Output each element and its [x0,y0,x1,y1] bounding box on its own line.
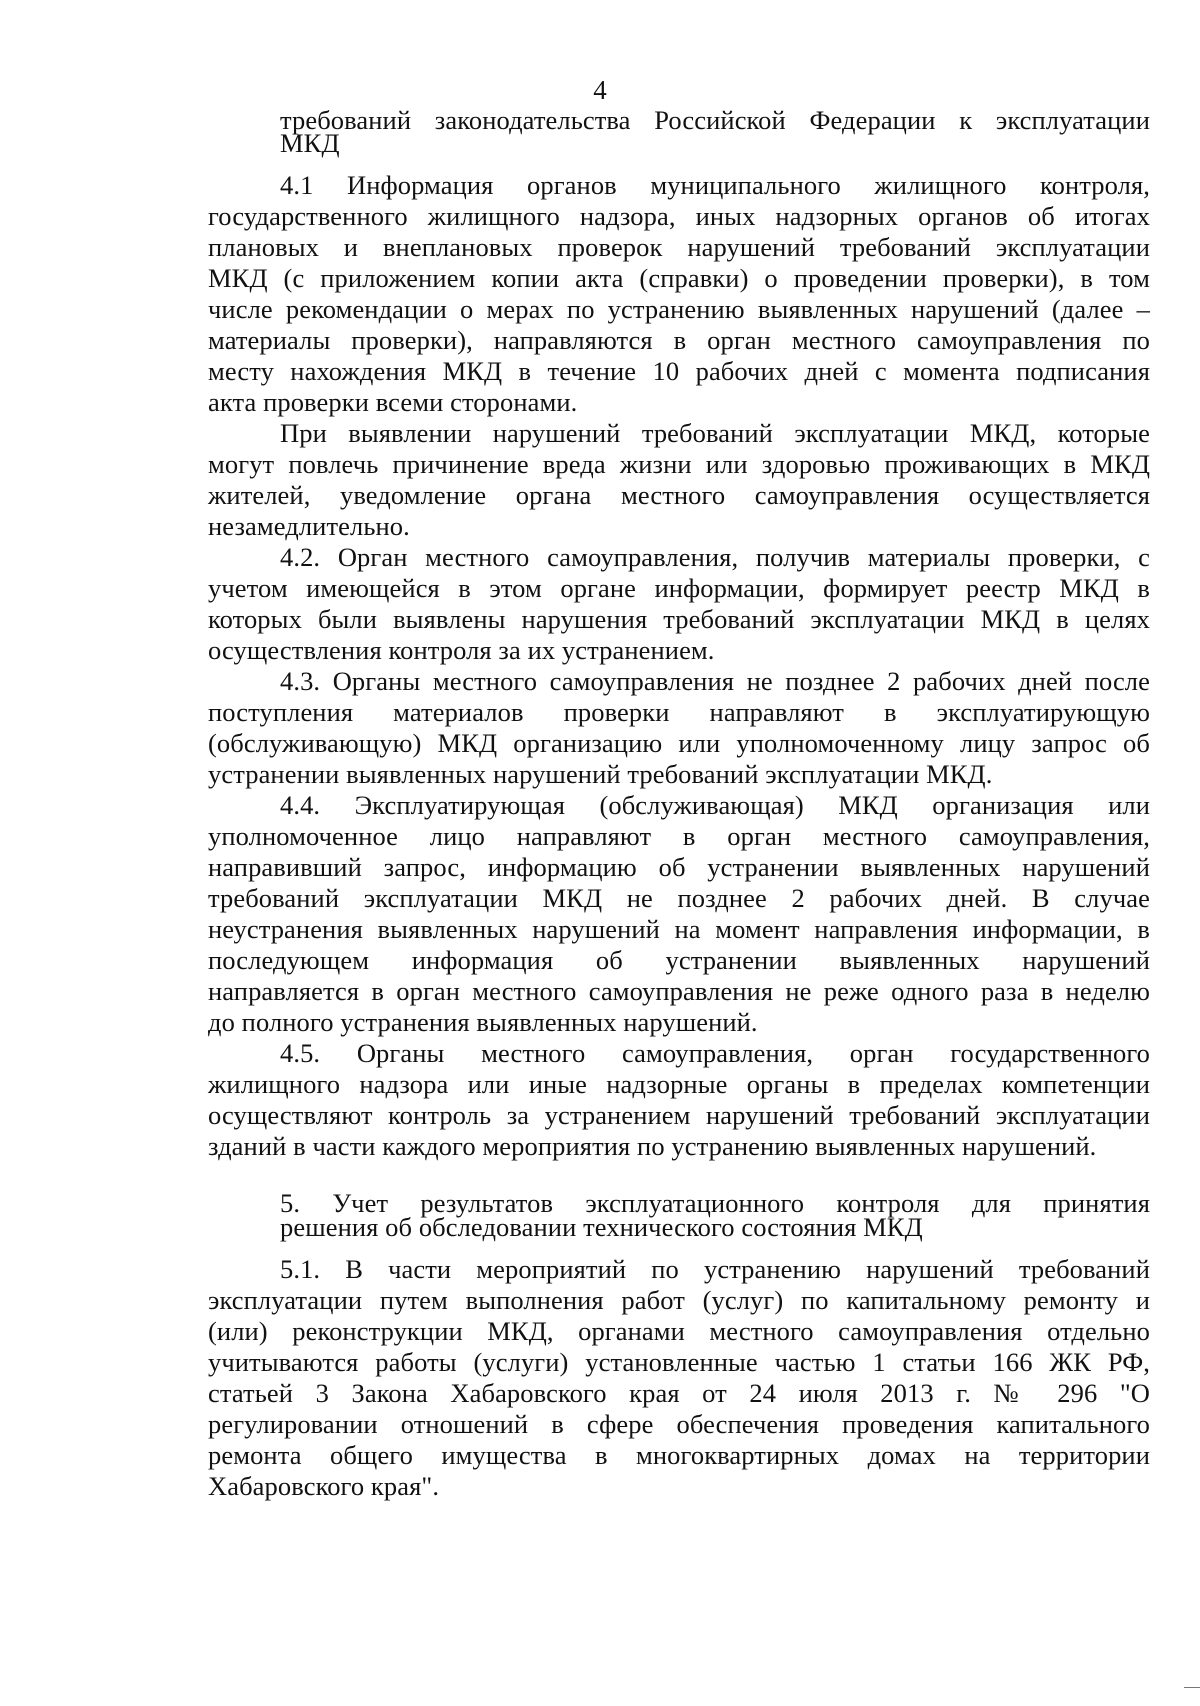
section-5-heading: 5. Учет результатов эксплуатационного контроля для принятия [280,1188,1150,1218]
scan-edge-mark [1184,1687,1200,1688]
text-line: (обслуживающую) МКД организацию или уполномоченному лицу запрос об [208,728,1150,758]
paragraph-line: При выявлении нарушений требований эксплуатации МКД, которые [280,418,1150,448]
text-line: последующем информация об устранении выявленных нарушений [208,945,1150,975]
text-line: незамедлительно. [208,511,410,541]
text-line: жителей, уведомление органа местного самоуправления осуществляется [208,480,1150,510]
text-line: до полного устранения выявленных нарушений. [208,1007,758,1037]
text-line: жилищного надзора или иные надзорные органы в пределах компетенции [208,1069,1150,1099]
text-line: статьей 3 Закона Хабаровского края от 24 июля 2013 г. № 296 "О [208,1378,1150,1408]
text-line: плановых и внеплановых проверок нарушений требований эксплуатации [208,232,1150,262]
text-line: уполномоченное лицо направляют в орган местного самоуправления, [208,821,1150,851]
paragraph-4-2-line: 4.2. Орган местного самоуправления, получив материалы проверки, с [280,542,1150,572]
text-line: которых были выявлены нарушения требований эксплуатации МКД в целях [208,604,1150,634]
section-5-heading-cont: решения об обследовании технического состояния МКД [280,1212,923,1242]
text-line: акта проверки всеми сторонами. [208,387,578,417]
paragraph-4-1-line: 4.1 Информация органов муниципального жилищного контроля, [280,170,1150,200]
text-line: Хабаровского края". [208,1471,440,1501]
text-line: регулировании отношений в сфере обеспечения проведения капитального [208,1409,1150,1439]
text-line: МКД (с приложением копии акта (справки) о проведении проверки), в том [208,263,1150,293]
text-line: направляется в орган местного самоуправления не реже одного раза в неделю [208,976,1150,1006]
text-line: устранении выявленных нарушений требований эксплуатации МКД. [208,759,993,789]
text-line: ремонта общего имущества в многоквартирных домах на территории [208,1440,1150,1470]
paragraph-4-4-line: 4.4. Эксплуатирующая (обслуживающая) МКД организация или [280,790,1150,820]
text-line: (или) реконструкции МКД, органами местного самоуправления отдельно [208,1316,1150,1346]
text-line: государственного жилищного надзора, иных надзорных органов об итогах [208,201,1150,231]
text-line: учетом имеющейся в этом органе информации, формирует реестр МКД в [208,573,1150,603]
text-line: зданий в части каждого мероприятия по устранению выявленных нарушений. [208,1131,1097,1161]
text-line: поступления материалов проверки направляют в эксплуатирующую [208,697,1150,727]
text-line: направивший запрос, информацию об устранении выявленных нарушений [208,852,1150,882]
text-line: осуществляют контроль за устранением нарушений требований эксплуатации [208,1100,1150,1130]
paragraph-5-1-line: 5.1. В части мероприятий по устранению нарушений требований [280,1254,1150,1284]
text-line: МКД [280,128,340,158]
paragraph-4-3-line: 4.3. Органы местного самоуправления не позднее 2 рабочих дней после [280,666,1150,696]
page-number: 4 [593,75,607,105]
text-line: неустранения выявленных нарушений на момент направления информации, в [208,914,1150,944]
text-line: могут повлечь причинение вреда жизни или здоровью проживающих в МКД [208,449,1150,479]
text-line: месту нахождения МКД в течение 10 рабочих дней с момента подписания [208,356,1150,386]
text-line: требований законодательства Российской Федерации к эксплуатации [280,105,1150,135]
text-line: числе рекомендации о мерах по устранению выявленных нарушений (далее – [208,294,1150,324]
paragraph-4-5-line: 4.5. Органы местного самоуправления, орган государственного [280,1038,1150,1068]
text-line: осуществления контроля за их устранением. [208,635,715,665]
text-line: учитываются работы (услуги) установленные частью 1 статьи 166 ЖК РФ, [208,1347,1150,1377]
text-line: материалы проверки), направляются в орган местного самоуправления по [208,325,1150,355]
text-line: эксплуатации путем выполнения работ (услуг) по капитальному ремонту и [208,1285,1150,1315]
text-line: требований эксплуатации МКД не позднее 2 рабочих дней. В случае [208,883,1150,913]
